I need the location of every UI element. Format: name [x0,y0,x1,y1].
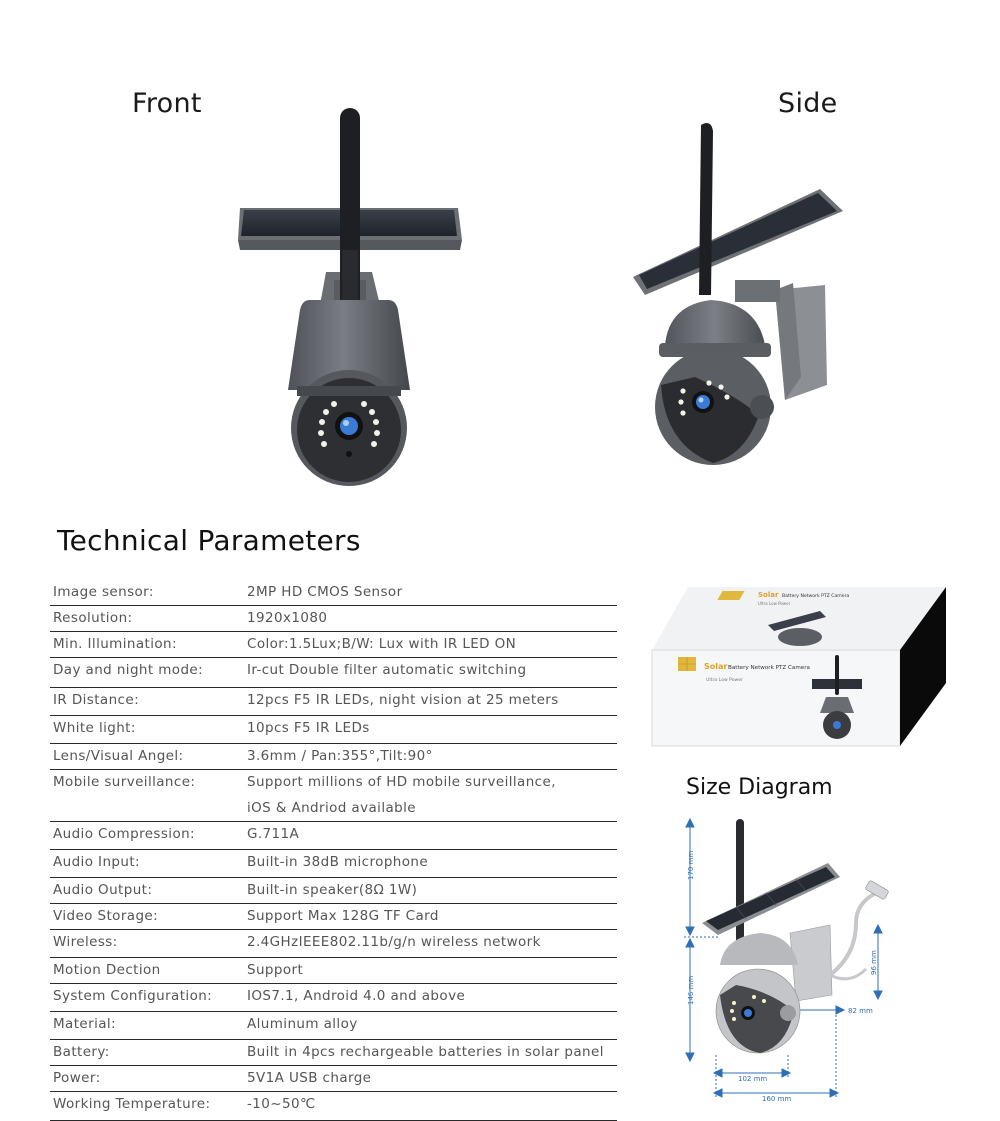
param-value: -10~50℃ [247,1096,316,1112]
param-value: Ir-cut Double filter automatic switching [247,662,527,678]
size-diagram-image [680,815,902,1105]
param-key: Battery: [53,1044,110,1060]
param-key: Wireless: [53,934,118,950]
table-row [50,984,617,1012]
front-camera-image [230,100,470,490]
dim-dome-label: 102 mm [738,1075,768,1083]
param-value-continued: iOS & Andriod available [247,800,416,816]
box-top-tagline: Ultra Low Power [758,601,791,606]
param-key: System Configuration: [53,988,213,1004]
param-value: Support [247,962,304,978]
table-row [50,770,617,822]
param-key: Resolution: [53,610,133,626]
param-value: 1920x1080 [247,610,328,626]
parameters-table [50,580,617,1121]
table-row [50,632,617,658]
table-row [50,744,617,770]
box-front-brand: Solar [704,662,728,671]
param-value: 2.4GHzIEEE802.11b/g/n wireless network [247,934,541,950]
param-key: Audio Input: [53,854,140,870]
param-value: Built in 4pcs rechargeable batteries in solar panel [247,1044,604,1060]
param-key: Working Temperature: [53,1096,211,1112]
dim-depth-label: 82 mm [848,1007,873,1015]
param-key: Material: [53,1016,116,1032]
param-key: Min. Illumination: [53,636,177,652]
param-key: Power: [53,1070,101,1086]
box-front-subtitle: Battery Network PTZ Camera [728,665,810,671]
table-row [50,606,617,632]
param-value: Aluminum alloy [247,1016,358,1032]
dim-panel-label: 160 mm [762,1095,792,1103]
dim-cable-label: 96 mm [870,950,878,975]
param-value: IOS7.1, Android 4.0 and above [247,988,466,1004]
param-key: IR Distance: [53,692,140,708]
param-key: Video Storage: [53,908,159,924]
table-row [50,930,617,958]
table-row [50,958,617,984]
size-diagram-heading: Size Diagram [686,775,833,800]
param-value: Support Max 128G TF Card [247,908,439,924]
param-key: Audio Compression: [53,826,196,842]
dim-body-label: 146 mm [687,975,695,1005]
param-key: Mobile surveillance: [53,774,196,790]
product-box-image [650,585,948,750]
table-row [50,1012,617,1040]
table-row [50,822,617,850]
table-row [50,878,617,904]
front-view-label: Front [132,88,202,119]
table-row [50,1092,617,1121]
table-row [50,716,617,744]
dim-antenna-label: 170 mm [687,850,695,880]
param-value: 10pcs F5 IR LEDs [247,720,370,736]
side-camera-image [625,115,855,475]
technical-parameters-heading: Technical Parameters [57,524,361,557]
param-value: Support millions of HD mobile surveillance, [247,774,556,790]
table-row [50,1040,617,1066]
table-row [50,850,617,878]
param-value: G.711A [247,826,300,842]
param-value: 3.6mm / Pan:355°,Tilt:90° [247,748,433,764]
param-value: 2MP HD CMOS Sensor [247,584,403,600]
param-key: Motion Dection [53,962,161,978]
box-top-brand: Solar [758,591,779,599]
param-key: Lens/Visual Angel: [53,748,184,764]
param-value: Built-in 38dB microphone [247,854,429,870]
table-row [50,580,617,606]
table-row [50,904,617,930]
side-view-label: Side [778,88,838,119]
param-value: 12pcs F5 IR LEDs, night vision at 25 meters [247,692,559,708]
param-key: White light: [53,720,136,736]
param-key: Image sensor: [53,584,154,600]
param-value: 5V1A USB charge [247,1070,372,1086]
table-row [50,1066,617,1092]
param-value: Built-in speaker(8Ω 1W) [247,882,418,898]
box-top-subtitle: Battery Network PTZ Camera [782,594,850,599]
param-value: Color:1.5Lux;B/W: Lux with IR LED ON [247,636,517,652]
table-row [50,658,617,688]
box-front-tagline: Ultra Low Power [706,678,743,683]
param-key: Audio Output: [53,882,153,898]
param-key: Day and night mode: [53,662,204,678]
table-row [50,688,617,716]
